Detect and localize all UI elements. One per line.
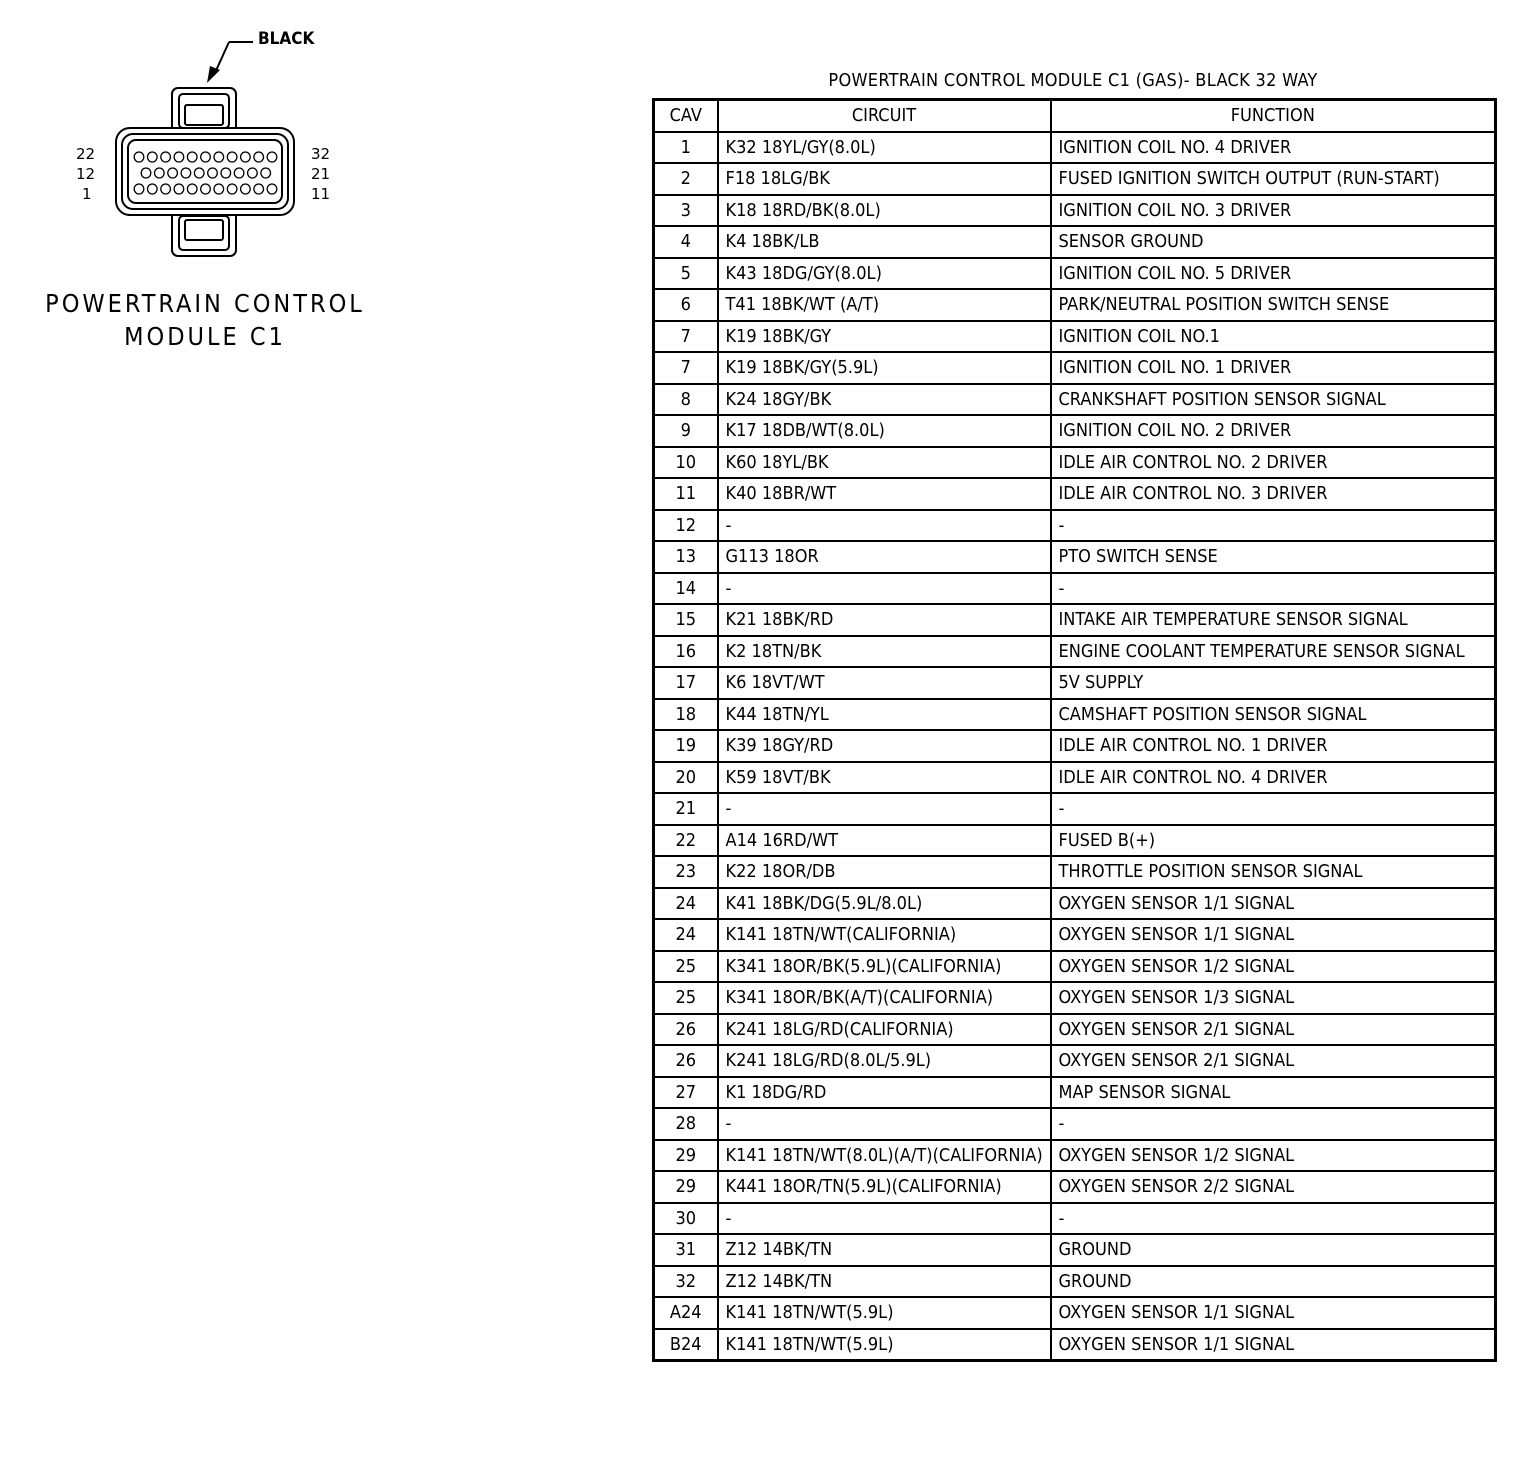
table-row	[654, 1234, 1496, 1266]
table-row	[654, 384, 1496, 416]
cav-cell: 5	[654, 258, 718, 290]
cav-cell: 18	[654, 699, 718, 731]
pin-cavity	[254, 152, 264, 162]
circuit-cell: K19 18BK/GY	[718, 321, 1051, 353]
module-title-line-1: POWERTRAIN CONTROL	[45, 289, 365, 318]
table-row	[654, 667, 1496, 699]
cav-cell: 15	[654, 604, 718, 636]
table-row	[654, 510, 1496, 542]
header-cav: CAV	[654, 100, 718, 132]
pin-cavity	[241, 184, 251, 194]
pin-cavity	[148, 184, 158, 194]
cav-cell: 10	[654, 447, 718, 479]
cav-cell: 17	[654, 667, 718, 699]
circuit-cell: K141 18TN/WT(CALIFORNIA)	[718, 919, 1051, 951]
circuit-cell: K32 18YL/GY(8.0L)	[718, 132, 1051, 164]
pin-cavity	[194, 168, 204, 178]
table-row	[654, 415, 1496, 447]
cav-cell: 28	[654, 1108, 718, 1140]
cav-cell: 24	[654, 888, 718, 920]
table-row	[654, 1077, 1496, 1109]
pin-cavity	[261, 168, 271, 178]
function-cell: IGNITION COIL NO. 3 DRIVER	[1051, 195, 1496, 227]
pinout-table	[652, 98, 1497, 1362]
cav-cell: 22	[654, 825, 718, 857]
circuit-cell: K19 18BK/GY(5.9L)	[718, 352, 1051, 384]
pin-cavity	[234, 168, 244, 178]
table-row	[654, 604, 1496, 636]
function-cell: PARK/NEUTRAL POSITION SWITCH SENSE	[1051, 289, 1496, 321]
table-row	[654, 226, 1496, 258]
circuit-cell: K4 18BK/LB	[718, 226, 1051, 258]
function-cell: GROUND	[1051, 1234, 1496, 1266]
function-cell: IDLE AIR CONTROL NO. 2 DRIVER	[1051, 447, 1496, 479]
function-cell: OXYGEN SENSOR 1/2 SIGNAL	[1051, 1140, 1496, 1172]
function-cell: IDLE AIR CONTROL NO. 1 DRIVER	[1051, 730, 1496, 762]
table-row	[654, 132, 1496, 164]
cav-cell: 21	[654, 793, 718, 825]
table-row	[654, 321, 1496, 353]
function-cell: ENGINE COOLANT TEMPERATURE SENSOR SIGNAL	[1051, 636, 1496, 668]
cav-cell: 30	[654, 1203, 718, 1235]
table-row	[654, 1297, 1496, 1329]
table-row	[654, 1108, 1496, 1140]
circuit-cell: G113 18OR	[718, 541, 1051, 573]
function-cell: INTAKE AIR TEMPERATURE SENSOR SIGNAL	[1051, 604, 1496, 636]
table-header-row	[654, 100, 1496, 132]
circuit-cell: K22 18OR/DB	[718, 856, 1051, 888]
cav-cell: 29	[654, 1140, 718, 1172]
circuit-cell: -	[718, 1203, 1051, 1235]
function-cell: -	[1051, 573, 1496, 605]
pin-cavity	[214, 184, 224, 194]
pin-cavity	[168, 168, 178, 178]
table-row	[654, 856, 1496, 888]
pin-cavity	[221, 168, 231, 178]
table-row	[654, 1045, 1496, 1077]
function-cell: -	[1051, 510, 1496, 542]
circuit-cell: K59 18VT/BK	[718, 762, 1051, 794]
table-row	[654, 1171, 1496, 1203]
table-row	[654, 352, 1496, 384]
circuit-cell: K141 18TN/WT(8.0L)(A/T)(CALIFORNIA)	[718, 1140, 1051, 1172]
function-cell: GROUND	[1051, 1266, 1496, 1298]
function-cell: CAMSHAFT POSITION SENSOR SIGNAL	[1051, 699, 1496, 731]
pin-cavity	[181, 168, 191, 178]
cav-cell: 13	[654, 541, 718, 573]
table-row	[654, 793, 1496, 825]
pin-label-21: 21	[311, 165, 331, 183]
circuit-cell: K6 18VT/WT	[718, 667, 1051, 699]
pin-cavity	[201, 152, 211, 162]
circuit-cell: K17 18DB/WT(8.0L)	[718, 415, 1051, 447]
connector-diagram	[60, 25, 360, 274]
circuit-cell: -	[718, 793, 1051, 825]
function-cell: IGNITION COIL NO. 1 DRIVER	[1051, 352, 1496, 384]
cav-cell: 25	[654, 982, 718, 1014]
cav-cell: 29	[654, 1171, 718, 1203]
function-cell: IDLE AIR CONTROL NO. 3 DRIVER	[1051, 478, 1496, 510]
circuit-cell: K1 18DG/RD	[718, 1077, 1051, 1109]
circuit-cell: K24 18GY/BK	[718, 384, 1051, 416]
pin-label-12: 12	[76, 165, 96, 183]
function-cell: 5V SUPPLY	[1051, 667, 1496, 699]
circuit-cell: K2 18TN/BK	[718, 636, 1051, 668]
table-row	[654, 1014, 1496, 1046]
circuit-cell: A14 16RD/WT	[718, 825, 1051, 857]
pin-cavity	[187, 184, 197, 194]
cav-cell: 19	[654, 730, 718, 762]
cav-cell: 7	[654, 321, 718, 353]
pin-label-32: 32	[311, 145, 331, 163]
pin-cavity	[201, 184, 211, 194]
pin-cavity	[227, 152, 237, 162]
function-cell: IGNITION COIL NO. 2 DRIVER	[1051, 415, 1496, 447]
function-cell: MAP SENSOR SIGNAL	[1051, 1077, 1496, 1109]
function-cell: OXYGEN SENSOR 1/1 SIGNAL	[1051, 888, 1496, 920]
function-cell: OXYGEN SENSOR 2/2 SIGNAL	[1051, 1171, 1496, 1203]
pin-label-22: 22	[76, 145, 96, 163]
connector-face-drawing	[60, 25, 360, 270]
module-title-line-2: MODULE C1	[124, 322, 286, 351]
circuit-cell: K39 18GY/RD	[718, 730, 1051, 762]
circuit-cell: K141 18TN/WT(5.9L)	[718, 1297, 1051, 1329]
cav-cell: 4	[654, 226, 718, 258]
pin-cavity	[141, 168, 151, 178]
circuit-cell: K241 18LG/RD(CALIFORNIA)	[718, 1014, 1051, 1046]
table-row	[654, 762, 1496, 794]
circuit-cell: Z12 14BK/TN	[718, 1266, 1051, 1298]
circuit-cell: K21 18BK/RD	[718, 604, 1051, 636]
table-row	[654, 541, 1496, 573]
module-title	[40, 287, 370, 353]
cav-cell: B24	[654, 1329, 718, 1361]
table-row	[654, 258, 1496, 290]
circuit-cell: T41 18BK/WT (A/T)	[718, 289, 1051, 321]
pin-cavity	[248, 168, 258, 178]
function-cell: -	[1051, 793, 1496, 825]
table-row	[654, 478, 1496, 510]
cav-cell: 11	[654, 478, 718, 510]
table-row	[654, 730, 1496, 762]
circuit-cell: -	[718, 510, 1051, 542]
circuit-cell: K18 18RD/BK(8.0L)	[718, 195, 1051, 227]
table-title: POWERTRAIN CONTROL MODULE C1 (GAS)- BLACK 32 WAY	[828, 70, 1318, 91]
cav-cell: 26	[654, 1014, 718, 1046]
function-cell: CRANKSHAFT POSITION SENSOR SIGNAL	[1051, 384, 1496, 416]
table-row	[654, 1140, 1496, 1172]
function-cell: SENSOR GROUND	[1051, 226, 1496, 258]
cav-cell: 14	[654, 573, 718, 605]
function-cell: OXYGEN SENSOR 1/2 SIGNAL	[1051, 951, 1496, 983]
circuit-cell: K60 18YL/BK	[718, 447, 1051, 479]
function-cell: -	[1051, 1203, 1496, 1235]
pin-cavity	[254, 184, 264, 194]
cav-cell: A24	[654, 1297, 718, 1329]
table-row	[654, 163, 1496, 195]
cav-cell: 27	[654, 1077, 718, 1109]
cav-cell: 32	[654, 1266, 718, 1298]
circuit-cell: -	[718, 1108, 1051, 1140]
cav-cell: 20	[654, 762, 718, 794]
pin-cavity	[174, 184, 184, 194]
table-row	[654, 1329, 1496, 1361]
circuit-cell: F18 18LG/BK	[718, 163, 1051, 195]
pin-label-1: 1	[82, 185, 92, 203]
function-cell: OXYGEN SENSOR 1/1 SIGNAL	[1051, 1329, 1496, 1361]
circuit-cell: K40 18BR/WT	[718, 478, 1051, 510]
cav-cell: 9	[654, 415, 718, 447]
cav-cell: 26	[654, 1045, 718, 1077]
function-cell: OXYGEN SENSOR 2/1 SIGNAL	[1051, 1014, 1496, 1046]
pin-cavity	[134, 184, 144, 194]
cav-cell: 12	[654, 510, 718, 542]
function-cell: IDLE AIR CONTROL NO. 4 DRIVER	[1051, 762, 1496, 794]
function-cell: OXYGEN SENSOR 2/1 SIGNAL	[1051, 1045, 1496, 1077]
circuit-cell: Z12 14BK/TN	[718, 1234, 1051, 1266]
pin-cavity	[161, 184, 171, 194]
pin-cavity	[187, 152, 197, 162]
header-circuit: CIRCUIT	[718, 100, 1051, 132]
circuit-cell: K43 18DG/GY(8.0L)	[718, 258, 1051, 290]
cav-cell: 8	[654, 384, 718, 416]
table-row	[654, 447, 1496, 479]
table-row	[654, 573, 1496, 605]
pin-cavity	[161, 152, 171, 162]
circuit-cell: K41 18BK/DG(5.9L/8.0L)	[718, 888, 1051, 920]
circuit-cell: K241 18LG/RD(8.0L/5.9L)	[718, 1045, 1051, 1077]
function-cell: IGNITION COIL NO. 5 DRIVER	[1051, 258, 1496, 290]
function-cell: OXYGEN SENSOR 1/1 SIGNAL	[1051, 919, 1496, 951]
circuit-cell: -	[718, 573, 1051, 605]
table-row	[654, 1266, 1496, 1298]
pin-cavity	[148, 152, 158, 162]
cav-cell: 25	[654, 951, 718, 983]
table-row	[654, 636, 1496, 668]
cav-cell: 3	[654, 195, 718, 227]
color-pointer-arrow	[207, 42, 253, 83]
pin-cavity	[134, 152, 144, 162]
pin-cavity	[267, 152, 277, 162]
cav-cell: 6	[654, 289, 718, 321]
function-cell: THROTTLE POSITION SENSOR SIGNAL	[1051, 856, 1496, 888]
cav-cell: 31	[654, 1234, 718, 1266]
function-cell: OXYGEN SENSOR 1/3 SIGNAL	[1051, 982, 1496, 1014]
pin-cavity	[241, 152, 251, 162]
table-row	[654, 1203, 1496, 1235]
connector-color-label: BLACK	[258, 29, 315, 49]
cav-cell: 23	[654, 856, 718, 888]
cav-cell: 7	[654, 352, 718, 384]
cav-cell: 16	[654, 636, 718, 668]
table-row	[654, 195, 1496, 227]
function-cell: FUSED B(+)	[1051, 825, 1496, 857]
function-cell: IGNITION COIL NO.1	[1051, 321, 1496, 353]
function-cell: OXYGEN SENSOR 1/1 SIGNAL	[1051, 1297, 1496, 1329]
cav-cell: 2	[654, 163, 718, 195]
table-row	[654, 951, 1496, 983]
function-cell: -	[1051, 1108, 1496, 1140]
table-row	[654, 982, 1496, 1014]
table-row	[654, 699, 1496, 731]
table-row	[654, 289, 1496, 321]
table-row	[654, 919, 1496, 951]
circuit-cell: K441 18OR/TN(5.9L)(CALIFORNIA)	[718, 1171, 1051, 1203]
function-cell: FUSED IGNITION SWITCH OUTPUT (RUN-START)	[1051, 163, 1496, 195]
circuit-cell: K141 18TN/WT(5.9L)	[718, 1329, 1051, 1361]
function-cell: IGNITION COIL NO. 4 DRIVER	[1051, 132, 1496, 164]
table-row	[654, 888, 1496, 920]
pin-cavity	[208, 168, 218, 178]
cav-cell: 24	[654, 919, 718, 951]
circuit-cell: K341 18OR/BK(5.9L)(CALIFORNIA)	[718, 951, 1051, 983]
pin-cavity	[267, 184, 277, 194]
header-function: FUNCTION	[1051, 100, 1496, 132]
bottom-latch	[172, 210, 236, 256]
cav-cell: 1	[654, 132, 718, 164]
circuit-cell: K341 18OR/BK(A/T)(CALIFORNIA)	[718, 982, 1051, 1014]
pin-cavity	[155, 168, 165, 178]
circuit-cell: K44 18TN/YL	[718, 699, 1051, 731]
function-cell: PTO SWITCH SENSE	[1051, 541, 1496, 573]
pin-cavity	[227, 184, 237, 194]
pin-cavity	[174, 152, 184, 162]
pin-cavity	[214, 152, 224, 162]
pin-label-11: 11	[311, 185, 331, 203]
table-row	[654, 825, 1496, 857]
